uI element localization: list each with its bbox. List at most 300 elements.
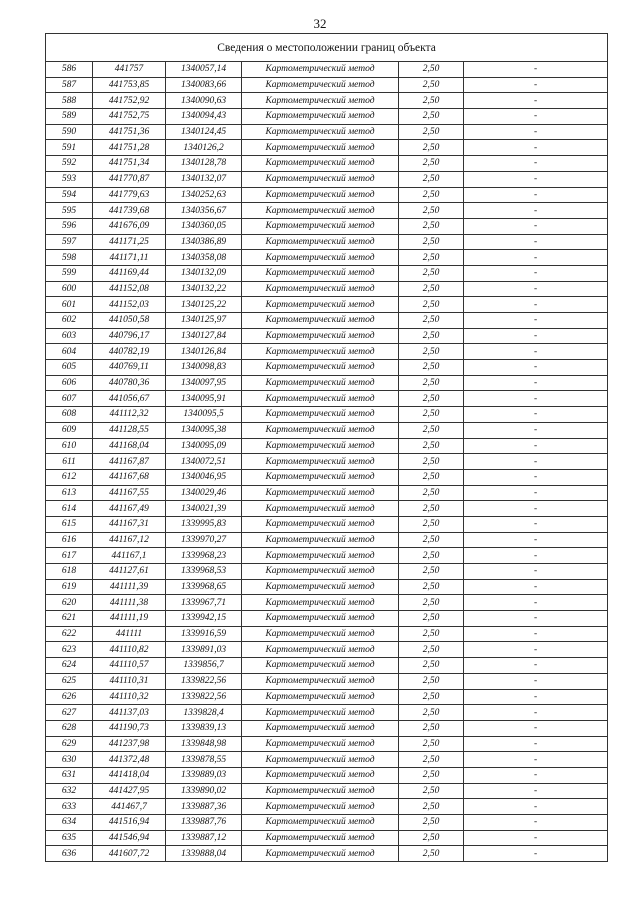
y-coordinate-cell: 1340132,07 [166, 171, 242, 187]
y-coordinate-cell: 1340046,95 [166, 469, 242, 485]
point-number-cell: 610 [46, 438, 93, 454]
description-cell: - [464, 783, 608, 799]
accuracy-cell: 2,50 [399, 375, 464, 391]
description-cell: - [464, 642, 608, 658]
x-coordinate-cell: 441167,1 [93, 548, 166, 564]
y-coordinate-cell: 1340124,45 [166, 124, 242, 140]
table-row [46, 705, 608, 721]
x-coordinate-cell: 441127,61 [93, 564, 166, 580]
method-cell: Картометрический метод [242, 124, 399, 140]
accuracy-cell: 2,50 [399, 234, 464, 250]
accuracy-cell: 2,50 [399, 438, 464, 454]
method-cell: Картометрический метод [242, 658, 399, 674]
description-cell: - [464, 469, 608, 485]
boundary-table [45, 33, 608, 862]
x-coordinate-cell: 441137,03 [93, 705, 166, 721]
point-number-cell: 602 [46, 313, 93, 329]
x-coordinate-cell: 441190,73 [93, 720, 166, 736]
table-row [46, 62, 608, 78]
accuracy-cell: 2,50 [399, 218, 464, 234]
accuracy-cell: 2,50 [399, 469, 464, 485]
method-cell: Картометрический метод [242, 171, 399, 187]
table-row [46, 469, 608, 485]
accuracy-cell: 2,50 [399, 501, 464, 517]
accuracy-cell: 2,50 [399, 422, 464, 438]
method-cell: Картометрический метод [242, 265, 399, 281]
y-coordinate-cell: 1340090,63 [166, 93, 242, 109]
method-cell: Картометрический метод [242, 281, 399, 297]
table-row [46, 187, 608, 203]
method-cell: Картометрический метод [242, 328, 399, 344]
table-row [46, 93, 608, 109]
method-cell: Картометрический метод [242, 767, 399, 783]
method-cell: Картометрический метод [242, 799, 399, 815]
x-coordinate-cell: 441128,55 [93, 422, 166, 438]
table-row [46, 658, 608, 674]
accuracy-cell: 2,50 [399, 328, 464, 344]
point-number-cell: 615 [46, 516, 93, 532]
accuracy-cell: 2,50 [399, 391, 464, 407]
method-cell: Картометрический метод [242, 846, 399, 862]
description-cell: - [464, 658, 608, 674]
x-coordinate-cell: 441111,19 [93, 611, 166, 627]
y-coordinate-cell: 1339828,4 [166, 705, 242, 721]
method-cell: Картометрический метод [242, 454, 399, 470]
table-row [46, 422, 608, 438]
point-number-cell: 616 [46, 532, 93, 548]
y-coordinate-cell: 1340021,39 [166, 501, 242, 517]
table-row [46, 218, 608, 234]
method-cell: Картометрический метод [242, 62, 399, 78]
description-cell: - [464, 62, 608, 78]
y-coordinate-cell: 1340095,5 [166, 407, 242, 423]
method-cell: Картометрический метод [242, 140, 399, 156]
x-coordinate-cell: 441050,58 [93, 313, 166, 329]
x-coordinate-cell: 441753,85 [93, 77, 166, 93]
accuracy-cell: 2,50 [399, 454, 464, 470]
accuracy-cell: 2,50 [399, 62, 464, 78]
table-row [46, 501, 608, 517]
y-coordinate-cell: 1339968,53 [166, 564, 242, 580]
table-row [46, 642, 608, 658]
point-number-cell: 621 [46, 611, 93, 627]
method-cell: Картометрический метод [242, 469, 399, 485]
table-row [46, 313, 608, 329]
accuracy-cell: 2,50 [399, 250, 464, 266]
description-cell: - [464, 218, 608, 234]
y-coordinate-cell: 1339888,04 [166, 846, 242, 862]
accuracy-cell: 2,50 [399, 532, 464, 548]
method-cell: Картометрический метод [242, 736, 399, 752]
method-cell: Картометрический метод [242, 93, 399, 109]
accuracy-cell: 2,50 [399, 281, 464, 297]
accuracy-cell: 2,50 [399, 171, 464, 187]
method-cell: Картометрический метод [242, 218, 399, 234]
accuracy-cell: 2,50 [399, 752, 464, 768]
accuracy-cell: 2,50 [399, 642, 464, 658]
y-coordinate-cell: 1340356,67 [166, 203, 242, 219]
accuracy-cell: 2,50 [399, 203, 464, 219]
table-row [46, 171, 608, 187]
table-row [46, 815, 608, 831]
y-coordinate-cell: 1340095,38 [166, 422, 242, 438]
method-cell: Картометрический метод [242, 548, 399, 564]
x-coordinate-cell: 441167,31 [93, 516, 166, 532]
description-cell: - [464, 281, 608, 297]
table-row [46, 548, 608, 564]
point-number-cell: 601 [46, 297, 93, 313]
description-cell: - [464, 752, 608, 768]
method-cell: Картометрический метод [242, 360, 399, 376]
accuracy-cell: 2,50 [399, 187, 464, 203]
x-coordinate-cell: 440780,36 [93, 375, 166, 391]
point-number-cell: 606 [46, 375, 93, 391]
table-row [46, 846, 608, 862]
table-row [46, 391, 608, 407]
y-coordinate-cell: 1339887,76 [166, 815, 242, 831]
y-coordinate-cell: 1340386,89 [166, 234, 242, 250]
description-cell: - [464, 720, 608, 736]
description-cell: - [464, 375, 608, 391]
accuracy-cell: 2,50 [399, 611, 464, 627]
table-row [46, 265, 608, 281]
point-number-cell: 592 [46, 156, 93, 172]
table-row [46, 767, 608, 783]
point-number-cell: 589 [46, 109, 93, 125]
description-cell: - [464, 611, 608, 627]
accuracy-cell: 2,50 [399, 673, 464, 689]
x-coordinate-cell: 441167,12 [93, 532, 166, 548]
description-cell: - [464, 564, 608, 580]
accuracy-cell: 2,50 [399, 93, 464, 109]
description-cell: - [464, 93, 608, 109]
y-coordinate-cell: 1340083,66 [166, 77, 242, 93]
y-coordinate-cell: 1339967,71 [166, 595, 242, 611]
y-coordinate-cell: 1339916,59 [166, 626, 242, 642]
x-coordinate-cell: 441372,48 [93, 752, 166, 768]
table-row [46, 234, 608, 250]
accuracy-cell: 2,50 [399, 265, 464, 281]
description-cell: - [464, 579, 608, 595]
point-number-cell: 611 [46, 454, 93, 470]
method-cell: Картометрический метод [242, 595, 399, 611]
table-row [46, 564, 608, 580]
x-coordinate-cell: 441167,87 [93, 454, 166, 470]
accuracy-cell: 2,50 [399, 720, 464, 736]
description-cell: - [464, 485, 608, 501]
method-cell: Картометрический метод [242, 407, 399, 423]
description-cell: - [464, 140, 608, 156]
x-coordinate-cell: 441169,44 [93, 265, 166, 281]
accuracy-cell: 2,50 [399, 297, 464, 313]
x-coordinate-cell: 441751,36 [93, 124, 166, 140]
description-cell: - [464, 767, 608, 783]
table-row [46, 140, 608, 156]
description-cell: - [464, 124, 608, 140]
y-coordinate-cell: 1339891,03 [166, 642, 242, 658]
method-cell: Картометрический метод [242, 783, 399, 799]
point-number-cell: 599 [46, 265, 93, 281]
table-row [46, 673, 608, 689]
table-row [46, 830, 608, 846]
point-number-cell: 627 [46, 705, 93, 721]
description-cell: - [464, 250, 608, 266]
method-cell: Картометрический метод [242, 642, 399, 658]
y-coordinate-cell: 1340095,09 [166, 438, 242, 454]
method-cell: Картометрический метод [242, 438, 399, 454]
accuracy-cell: 2,50 [399, 344, 464, 360]
table-row [46, 689, 608, 705]
point-number-cell: 613 [46, 485, 93, 501]
x-coordinate-cell: 441467,7 [93, 799, 166, 815]
y-coordinate-cell: 1339856,7 [166, 658, 242, 674]
description-cell: - [464, 171, 608, 187]
description-cell: - [464, 156, 608, 172]
accuracy-cell: 2,50 [399, 767, 464, 783]
point-number-cell: 623 [46, 642, 93, 658]
x-coordinate-cell: 440796,17 [93, 328, 166, 344]
description-cell: - [464, 595, 608, 611]
accuracy-cell: 2,50 [399, 799, 464, 815]
y-coordinate-cell: 1339848,98 [166, 736, 242, 752]
y-coordinate-cell: 1339822,56 [166, 673, 242, 689]
x-coordinate-cell: 441152,08 [93, 281, 166, 297]
description-cell: - [464, 846, 608, 862]
table-row [46, 485, 608, 501]
x-coordinate-cell: 441111 [93, 626, 166, 642]
x-coordinate-cell: 441171,11 [93, 250, 166, 266]
method-cell: Картометрический метод [242, 250, 399, 266]
y-coordinate-cell: 1340057,14 [166, 62, 242, 78]
table-row [46, 783, 608, 799]
table-title: Сведения о местоположении границ объекта [46, 34, 608, 62]
description-cell: - [464, 297, 608, 313]
table-row [46, 375, 608, 391]
description-cell: - [464, 313, 608, 329]
accuracy-cell: 2,50 [399, 830, 464, 846]
method-cell: Картометрический метод [242, 705, 399, 721]
x-coordinate-cell: 441770,87 [93, 171, 166, 187]
x-coordinate-cell: 441516,94 [93, 815, 166, 831]
method-cell: Картометрический метод [242, 532, 399, 548]
x-coordinate-cell: 441110,31 [93, 673, 166, 689]
y-coordinate-cell: 1340126,2 [166, 140, 242, 156]
description-cell: - [464, 454, 608, 470]
table-row [46, 328, 608, 344]
y-coordinate-cell: 1340128,78 [166, 156, 242, 172]
table-row [46, 203, 608, 219]
x-coordinate-cell: 441427,95 [93, 783, 166, 799]
point-number-cell: 622 [46, 626, 93, 642]
description-cell: - [464, 830, 608, 846]
method-cell: Картометрический метод [242, 752, 399, 768]
point-number-cell: 634 [46, 815, 93, 831]
y-coordinate-cell: 1339968,65 [166, 579, 242, 595]
method-cell: Картометрический метод [242, 673, 399, 689]
accuracy-cell: 2,50 [399, 77, 464, 93]
point-number-cell: 632 [46, 783, 93, 799]
point-number-cell: 619 [46, 579, 93, 595]
description-cell: - [464, 626, 608, 642]
accuracy-cell: 2,50 [399, 407, 464, 423]
description-cell: - [464, 328, 608, 344]
x-coordinate-cell: 441752,92 [93, 93, 166, 109]
point-number-cell: 636 [46, 846, 93, 862]
description-cell: - [464, 360, 608, 376]
point-number-cell: 633 [46, 799, 93, 815]
x-coordinate-cell: 441112,32 [93, 407, 166, 423]
x-coordinate-cell: 440782,19 [93, 344, 166, 360]
point-number-cell: 620 [46, 595, 93, 611]
x-coordinate-cell: 441751,28 [93, 140, 166, 156]
y-coordinate-cell: 1340098,83 [166, 360, 242, 376]
point-number-cell: 624 [46, 658, 93, 674]
table-row [46, 799, 608, 815]
method-cell: Картометрический метод [242, 579, 399, 595]
table-row [46, 109, 608, 125]
method-cell: Картометрический метод [242, 815, 399, 831]
y-coordinate-cell: 1339839,13 [166, 720, 242, 736]
method-cell: Картометрический метод [242, 830, 399, 846]
point-number-cell: 586 [46, 62, 93, 78]
x-coordinate-cell: 441152,03 [93, 297, 166, 313]
point-number-cell: 598 [46, 250, 93, 266]
x-coordinate-cell: 441237,98 [93, 736, 166, 752]
table-row [46, 736, 608, 752]
point-number-cell: 605 [46, 360, 93, 376]
point-number-cell: 587 [46, 77, 93, 93]
description-cell: - [464, 799, 608, 815]
table-row [46, 250, 608, 266]
description-cell: - [464, 532, 608, 548]
description-cell: - [464, 391, 608, 407]
method-cell: Картометрический метод [242, 485, 399, 501]
method-cell: Картометрический метод [242, 156, 399, 172]
table-row [46, 611, 608, 627]
description-cell: - [464, 501, 608, 517]
table-row [46, 720, 608, 736]
y-coordinate-cell: 1339970,27 [166, 532, 242, 548]
accuracy-cell: 2,50 [399, 485, 464, 501]
accuracy-cell: 2,50 [399, 815, 464, 831]
method-cell: Картометрический метод [242, 689, 399, 705]
description-cell: - [464, 673, 608, 689]
y-coordinate-cell: 1340252,63 [166, 187, 242, 203]
point-number-cell: 618 [46, 564, 93, 580]
x-coordinate-cell: 441110,32 [93, 689, 166, 705]
method-cell: Картометрический метод [242, 626, 399, 642]
accuracy-cell: 2,50 [399, 124, 464, 140]
x-coordinate-cell: 441171,25 [93, 234, 166, 250]
y-coordinate-cell: 1339890,02 [166, 783, 242, 799]
accuracy-cell: 2,50 [399, 564, 464, 580]
y-coordinate-cell: 1340126,84 [166, 344, 242, 360]
accuracy-cell: 2,50 [399, 689, 464, 705]
method-cell: Картометрический метод [242, 564, 399, 580]
point-number-cell: 595 [46, 203, 93, 219]
description-cell: - [464, 422, 608, 438]
x-coordinate-cell: 441111,39 [93, 579, 166, 595]
table-row [46, 407, 608, 423]
x-coordinate-cell: 441167,68 [93, 469, 166, 485]
x-coordinate-cell: 441110,82 [93, 642, 166, 658]
accuracy-cell: 2,50 [399, 846, 464, 862]
x-coordinate-cell: 441110,57 [93, 658, 166, 674]
table-row [46, 454, 608, 470]
table-row [46, 752, 608, 768]
point-number-cell: 603 [46, 328, 93, 344]
method-cell: Картометрический метод [242, 422, 399, 438]
y-coordinate-cell: 1340127,84 [166, 328, 242, 344]
accuracy-cell: 2,50 [399, 736, 464, 752]
y-coordinate-cell: 1340072,51 [166, 454, 242, 470]
accuracy-cell: 2,50 [399, 140, 464, 156]
description-cell: - [464, 815, 608, 831]
table-row [46, 124, 608, 140]
y-coordinate-cell: 1339968,23 [166, 548, 242, 564]
accuracy-cell: 2,50 [399, 579, 464, 595]
point-number-cell: 629 [46, 736, 93, 752]
accuracy-cell: 2,50 [399, 156, 464, 172]
table-row [46, 532, 608, 548]
point-number-cell: 609 [46, 422, 93, 438]
y-coordinate-cell: 1340358,08 [166, 250, 242, 266]
description-cell: - [464, 203, 608, 219]
x-coordinate-cell: 441168,04 [93, 438, 166, 454]
point-number-cell: 628 [46, 720, 93, 736]
y-coordinate-cell: 1339995,83 [166, 516, 242, 532]
description-cell: - [464, 344, 608, 360]
description-cell: - [464, 77, 608, 93]
accuracy-cell: 2,50 [399, 516, 464, 532]
method-cell: Картометрический метод [242, 187, 399, 203]
x-coordinate-cell: 441056,67 [93, 391, 166, 407]
table-row [46, 579, 608, 595]
x-coordinate-cell: 441546,94 [93, 830, 166, 846]
point-number-cell: 614 [46, 501, 93, 517]
point-number-cell: 612 [46, 469, 93, 485]
table-row [46, 360, 608, 376]
page-number: 32 [313, 16, 327, 31]
x-coordinate-cell: 441779,63 [93, 187, 166, 203]
x-coordinate-cell: 441167,55 [93, 485, 166, 501]
method-cell: Картометрический метод [242, 375, 399, 391]
method-cell: Картометрический метод [242, 109, 399, 125]
method-cell: Картометрический метод [242, 720, 399, 736]
x-coordinate-cell: 440769,11 [93, 360, 166, 376]
x-coordinate-cell: 441752,75 [93, 109, 166, 125]
point-number-cell: 596 [46, 218, 93, 234]
y-coordinate-cell: 1340097,95 [166, 375, 242, 391]
point-number-cell: 593 [46, 171, 93, 187]
method-cell: Картометрический метод [242, 203, 399, 219]
accuracy-cell: 2,50 [399, 783, 464, 799]
y-coordinate-cell: 1339887,36 [166, 799, 242, 815]
point-number-cell: 588 [46, 93, 93, 109]
point-number-cell: 597 [46, 234, 93, 250]
method-cell: Картометрический метод [242, 611, 399, 627]
point-number-cell: 630 [46, 752, 93, 768]
accuracy-cell: 2,50 [399, 313, 464, 329]
y-coordinate-cell: 1340125,22 [166, 297, 242, 313]
point-number-cell: 631 [46, 767, 93, 783]
accuracy-cell: 2,50 [399, 626, 464, 642]
table-row [46, 156, 608, 172]
table-title-row [46, 34, 608, 62]
accuracy-cell: 2,50 [399, 548, 464, 564]
y-coordinate-cell: 1339889,03 [166, 767, 242, 783]
table-row [46, 595, 608, 611]
